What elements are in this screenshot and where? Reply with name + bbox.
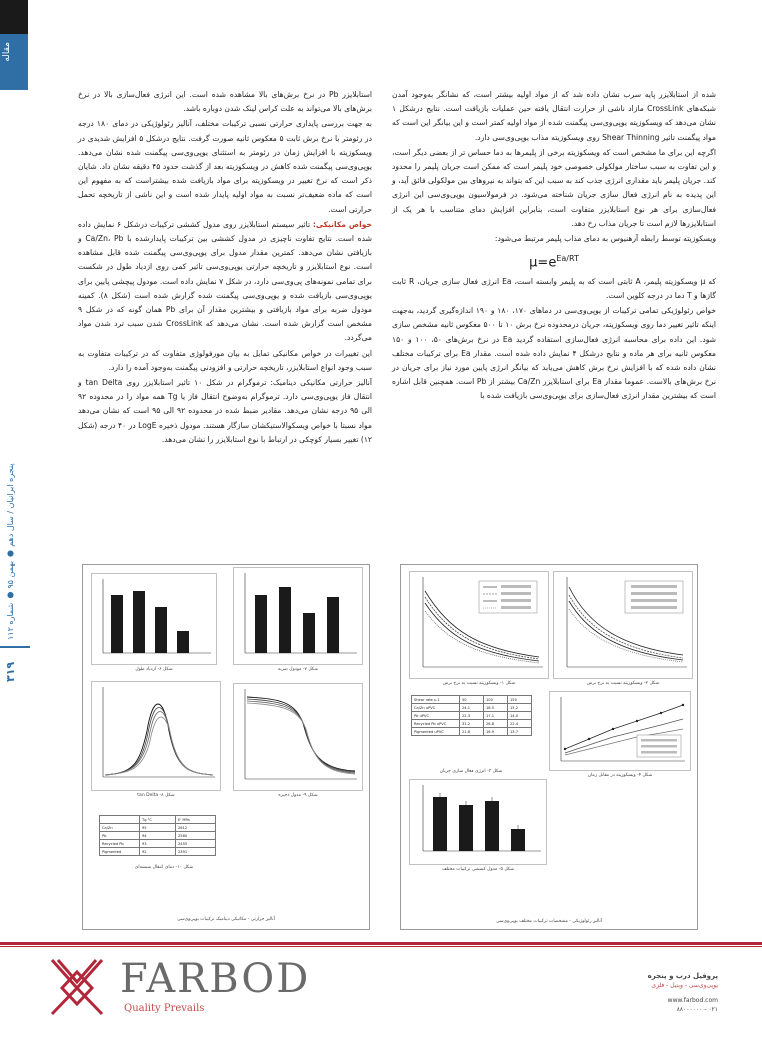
section-heading: خواص مکانیکی: — [312, 219, 372, 229]
footer-rule — [0, 942, 762, 945]
figure-panel-left — [82, 564, 370, 930]
figure-caption: شکل ۳- انرژی فعال سازی جریان — [439, 769, 503, 774]
journal-issue-line: پنجره ایرانیان / سال دهم ● بهمن ۹۵ ● شماره ۱۱۲ — [6, 463, 15, 640]
figure-caption: شکل ۱- ویسکوزیته نسبت به نرخ برش — [442, 681, 516, 686]
section-tab — [0, 34, 28, 90]
ad-phone: ۰۲۱ - ۸۸۰۰۰۰۰۰ — [676, 1006, 718, 1013]
table-cell: 15.2 — [508, 704, 532, 712]
table-cell: 92 — [140, 848, 176, 856]
table-row — [412, 720, 532, 728]
section-tab-label: مقاله — [2, 42, 12, 62]
paragraph: آنالیز حرارتی مکانیکی دینامیک: ترموگرام در شکل ۱۰ تاثیر استابلایزر روی tan Delta و انتقال فاز یوپی‌وی‌سی دارد. ترموگرام به‌وضوح انتقال فاز یا Tg همه مواد را در محدوده ۹۲ الی ۹۵ درجه نشان می‌دهد. مقادیر ضبط شده در محدوده ۹۲ الی ۹۵ است که نشان می‌دهد مواد نسبتا با خواص ویسکوالاستیکشان سازگار هستند. مودول ذخیره LogE در ۴۰ درجه (شکل ۱۲) تغییر بسیار کوچکی در ارتباط با نوع استابلایزر را نشان می‌دهد. — [78, 378, 372, 444]
table-cell: 2391 — [176, 848, 216, 856]
figure-viscosity-curves-1 — [409, 571, 549, 679]
table-cell: 22.4 — [508, 720, 532, 728]
figure-tg-table — [99, 815, 216, 856]
left-sidebar — [0, 0, 28, 1045]
figure-elongation-bars — [91, 573, 217, 665]
ad-line-2: یوپی‌وی‌سی - وینیل - فلزی — [651, 982, 718, 989]
table-cell — [100, 816, 140, 824]
table-cell: 26.8 — [484, 720, 508, 728]
paragraph: خواص رئولوژیکی تمامی ترکیبات از یوپی‌وی‌سی در دماهای ۱۷۰، ۱۸۰ و ۱۹۰ اندازه‌گیری گردید، به‌جهت اینکه تاثیر تغییر دما روی ویسکوزیته، جریان درمحدوده نرخ برش ۱۰ تا ۵۰۰ معکوس ثانیه مشخص سازی شود. این داده برای محاسبه انرژی فعال‌سازی استفاده گردید Ea در نرخ برش‌های ۵۰، ۱۰۰ و ۱۵۰ معکوس ثانیه برای هر ماده و نتایج درشکل ۴ نمایش داده شده است. مقدار Ea برای ترکیبات مختلف نشان داده شده که با افزایش نرخ برش کاهش می‌یابد که بیانگر انرژی پایین مورد نیاز برای جریان در نرخ برش‌های بالاست. عموما مقدار Ea برای استابلایزر Ca/Zn بیشتر از Pb است. همچنین قابل اشاره است که بیشترین مقدار انرژی فعال‌سازی برای یوپی‌وی‌سی بازیافت شده با — [392, 306, 717, 401]
paragraph: به جهت بررسی پایداری حرارتی نسبی ترکیبات مختلف، آنالیز رئولوژیکی در دمای ۱۸۰ درجه در رئومتر با نرخ برش ثابت ۵ معکوس ثانیه صورت گرفت. نتایج درشکل ۵ افزایش شدیدی در ویسکوزیته با افزایش زمان در رئومتر به استثنای یوپی‌وی‌سی پیگمنت شده نشان می‌دهد. یوپی‌وی‌سی پیگمنت شده کاهش در ویسکوزیته بعد از گذشت حدود ۴۵ دقیقه نشان داد. شایان ذکر است که نرخ تغییر در ویسکوزیته برای مواد بازیافت شده بیشتراست که به مفهوم این است که ماده ضعیف‌تر نسبت به مواد اولیه پایدار شده است و این ناشی از تاریخچه تحمل حرارتی است. — [78, 119, 372, 214]
arrhenius-formula — [392, 252, 716, 271]
table-cell: Ca/Zn uPVC — [412, 704, 460, 712]
figure-storage-modulus-curves — [233, 683, 363, 791]
table-cell: E' MPa — [176, 816, 216, 824]
table-cell: Recycled Pb — [100, 840, 140, 848]
figure-panel-right — [400, 564, 698, 930]
paragraph: که μ ویسکوزیته پلیمر، A ثابتی است که به پلیمر وابسته است، Ea انرژی فعال سازی جریان، R ثابت گازها و T دما در درجه کلوین است. — [392, 276, 716, 300]
figure-caption: شکل ۱۰- دمای انتقال شیشه‌ای — [134, 865, 194, 870]
table-cell: 16.9 — [484, 728, 508, 736]
table-row — [100, 832, 216, 840]
table-cell: Pb uPVC — [412, 712, 460, 720]
table-cell: 50 — [460, 696, 484, 704]
table-row — [412, 704, 532, 712]
ad-url[interactable]: www.farbod.com — [667, 997, 718, 1004]
figure-caption: شکل ۷- مودول ضربه — [277, 667, 319, 672]
table-cell: 13.7 — [508, 728, 532, 736]
ad-line-1: پروفیل درب و پنجره — [647, 972, 718, 980]
table-cell: 2455 — [176, 840, 216, 848]
figure-tensile-modulus-bars — [409, 779, 547, 865]
ad-contact-block — [618, 972, 718, 1014]
table-cell: Pigmented uPVC — [412, 728, 460, 736]
figure-caption: شکل ۲- ویسکوزیته نسبت به نرخ برش — [586, 681, 660, 686]
figure-impact-modulus-bars — [233, 567, 363, 665]
page-number: ۳۱۹ — [4, 661, 17, 683]
paragraph: شده از استابلایزر پایه سرب نشان داده شد که از مواد اولیه بیشتر است، که نشانگر به‌وجود آمدن شبکه‌های CrossLink مازاد ناشی از حرارت انتقال یافته حین عملیات بازیافت است. نتایج درشکل ۱ نشان می‌دهد که ویسکوزیته یوپی‌وی‌سی پیگمنت شده از مواد اولیه کمتر است و این بیانگر این است که مواد پیگمنت تاثیر Shear Thinning روی ویسکوزیته مذاب یوپی‌وی‌سی دارد. — [392, 90, 716, 142]
figure-caption: شکل ۴- ویسکوزیته در مقابل زمان — [587, 773, 653, 778]
brand-tagline: Quality Prevails — [124, 1003, 205, 1014]
table-cell: 100 — [484, 696, 508, 704]
farbod-logo-icon — [46, 954, 108, 1024]
table-row — [412, 696, 532, 704]
figure-panel-caption: آنالیز رئولوژیکی - مشخصات ترکیبات مختلف یوپی‌وی‌سی — [495, 919, 603, 924]
table-cell: Ca/Zn — [100, 824, 140, 832]
figure-viscosity-curves-2 — [553, 571, 693, 679]
figure-caption: شکل ۶- ازدیاد طول — [135, 667, 173, 672]
page-number-divider — [0, 646, 30, 648]
table-cell: 24.1 — [460, 704, 484, 712]
figure-activation-energy-table — [411, 695, 532, 736]
table-row — [100, 824, 216, 832]
table-cell: Pigmented — [100, 848, 140, 856]
paragraph: اگرچه این برای ما مشخص است که ویسکوزیته برخی از پلیمرها به دما حساس تر از بعضی دیگر است، و این تفاوت به سبب ساختار مولکولی خصوصی خود پلیمر است که ممکن است جریان پلیمر را محدود کند. جریان پلیمر باید مقداری انرژی جذب کند به سبب این که بتواند به نیروهای بین مولکولی فائق آید، و این پدیده به نام انرژی فعال سازی جریان شناخته می‌شود. در فرمولاسیون یوپی‌وی‌سی این انرژی فعال‌سازی برای هر نوع استابلایزر متفاوت است، بنابراین افزایش دمای متناسب با هر یک از استابلایزرها لازم است تا جریان مذاب رخ دهد. — [392, 147, 716, 228]
table-cell: 17.1 — [484, 712, 508, 720]
activation-energy-table — [411, 695, 532, 736]
table-cell: 150 — [508, 696, 532, 704]
footer-rule-thin — [0, 946, 762, 947]
table-cell: 22.3 — [460, 712, 484, 720]
formula-base: μ=e — [529, 255, 557, 271]
table-row — [100, 816, 216, 824]
table-cell: Shear rate s-1 — [412, 696, 460, 704]
table-cell: 95 — [140, 824, 176, 832]
paragraph: ویسکوزیته توسط رابطه آرهنیوس به دمای مذاب پلیمر مرتبط می‌شود: — [494, 234, 716, 244]
sidebar-dark-block — [0, 0, 28, 34]
text-column-right — [392, 88, 716, 405]
paragraph: استابلایزر Pb در نرخ برش‌های بالا مشاهده شده است. این انرژی فعال‌سازی بالا در نرخ برش‌های بالا می‌تواند به علت کراس لینک شدن دوباره باشد. — [78, 90, 372, 114]
table-cell: 21.8 — [460, 728, 484, 736]
table-row — [412, 728, 532, 736]
table-cell: 31.2 — [460, 720, 484, 728]
table-cell: 94 — [140, 832, 176, 840]
figure-panel-caption: آنالیز حرارتی - مکانیکی دینامیک ترکیبات یوپی‌وی‌سی — [177, 917, 275, 922]
table-cell: Pb — [100, 832, 140, 840]
paragraph — [78, 218, 372, 346]
brand-name: FARBOD — [120, 956, 311, 1002]
tg-table — [99, 815, 216, 856]
table-row — [100, 840, 216, 848]
table-cell: Recycled Pb uPVC — [412, 720, 460, 728]
paragraph-body: تاثیر سیستم استابلایزر روی مدول کششی ترکیبات درشکل ۶ نمایش داده شده است. نتایج تفاوت ناچیزی در مدول کششی بین ترکیبات پایدارشده با Ca/Zn، Pb و بازیافتی نشان می‌دهد. کمترین مقدار مدول برای یوپی‌وی‌سی پیگمنت شده قابل مشاهده است. نوع استابلایزر و تاریخچه حرارتی یوپی‌وی‌سی تاثیر کمی روی ازدیاد طول در شکست برای تمامی نمونه‌های پی‌وی‌سی دارد، در شکل ۷ نمایش داده است. مودول پیچشی پایین برای یوپی‌وی‌سی بازیافت شده و یوپی‌وی‌سی پیگمنت شده گزارش شده است (شکل ۸). کمینه مودول ضربه برای مواد بازیافتی و بیشترین مقدار آن برای Pb همان گونه که در شکل ۹ مشخص است گزارش شده است. نشان می‌دهد که CrossLink شدن سبب ترد شدن مواد می‌گردد. — [78, 219, 373, 343]
table-cell: 2612 — [176, 824, 216, 832]
table-cell: 18.5 — [484, 704, 508, 712]
text-column-left — [78, 88, 372, 448]
figure-viscosity-vs-time — [549, 691, 691, 771]
figure-caption: شکل ۵- مدول کششی ترکیبات مختلف — [441, 867, 515, 872]
table-cell: 14.0 — [508, 712, 532, 720]
table-row — [100, 848, 216, 856]
paragraph: این تغییرات در خواص مکانیکی تمایل به بیان مورفولوژی متفاوت که در ترکیبات متفاوت به سبب وجود انواع استابلایزر، تاریخچه حرارتی و افزودنی پیگمنت به‌وجود آمده را دارد. — [78, 348, 372, 372]
figure-caption: شکل ۹- مدول ذخیره — [278, 793, 318, 798]
figure-caption: شکل ۸- tan Delta — [137, 793, 175, 798]
formula-exponent: Ea/RT — [556, 254, 579, 264]
table-cell: 93 — [140, 840, 176, 848]
table-cell: Tg °C — [140, 816, 176, 824]
table-row — [412, 712, 532, 720]
figure-tan-delta-curves — [91, 681, 221, 791]
table-cell: 2580 — [176, 832, 216, 840]
